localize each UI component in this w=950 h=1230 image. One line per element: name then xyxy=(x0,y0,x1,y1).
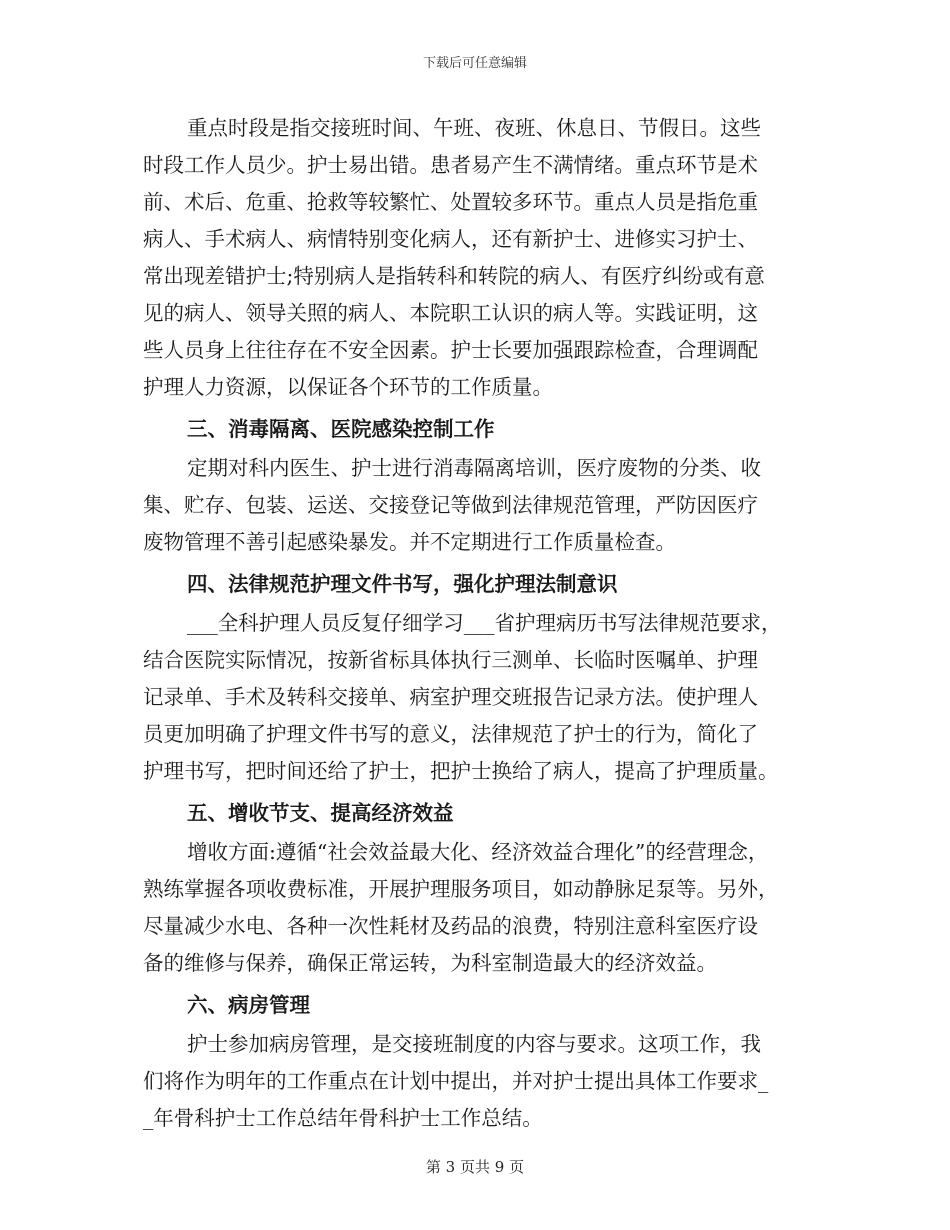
text-line: 前、术后、危重、抢救等较繁忙、处置较多环节。重点人员是指危重 xyxy=(143,190,758,214)
paragraph-documentation xyxy=(143,605,808,790)
page-footer: 第 3 页共 9 页 xyxy=(425,1158,525,1176)
text-line: 废物管理不善引起感染暴发。并不定期进行工作质量检查。 xyxy=(143,530,676,554)
text-line: 护士参加病房管理，是交接班制度的内容与要求。这项工作，我 xyxy=(187,1032,761,1056)
paragraph-disinfection xyxy=(143,450,808,561)
text-line: 见的病人、领导关照的病人、本院职工认识的病人等。实践证明，这 xyxy=(143,301,758,325)
text-line: _年骨科护士工作总结年骨科护士工作总结。 xyxy=(143,1106,543,1130)
text-line: 常出现差错护士;特别病人是指转科和转院的病人、有医疗纠纷或有意 xyxy=(143,264,765,288)
text-line: 备的维修与保养，确保正常运转，为科室制造最大的经济效益。 xyxy=(143,951,717,975)
text-line: 重点时段是指交接班时间、午班、夜班、休息日、节假日。这些 xyxy=(187,116,761,140)
section-heading-6: 六、病房管理 xyxy=(187,993,310,1017)
text-line: 结合医院实际情况，按新省标具体执行三测单、长临时医嘱单、护理 xyxy=(143,648,758,672)
text-line: 定期对科内医生、护士进行消毒隔离培训，医疗废物的分类、收 xyxy=(187,456,761,480)
text-line: 记录单、手术及转科交接单、病室护理交班报告记录方法。使护理人 xyxy=(143,685,758,709)
section-heading-4: 四、法律规范护理文件书写，强化护理法制意识 xyxy=(187,572,618,596)
section-heading-5: 五、增收节支、提高经济效益 xyxy=(187,801,454,825)
section-heading-3: 三、消毒隔离、医院感染控制工作 xyxy=(187,417,495,441)
text-line: 集、贮存、包装、运送、交接登记等做到法律规范管理，严防因医疗 xyxy=(143,493,758,517)
text-line: 熟练掌握各项收费标准，开展护理服务项目，如动静脉足泵等。另外， xyxy=(143,877,779,901)
text-line: 们将作为明年的工作重点在计划中提出，并对护士提出具体工作要求_ xyxy=(143,1069,769,1093)
text-line: 员更加明确了护理文件书写的意义，法律规范了护士的行为，简化了 xyxy=(143,722,758,746)
text-line: 尽量减少水电、各种一次性耗材及药品的浪费，特别注意科室医疗设 xyxy=(143,914,758,938)
paragraph-key-periods xyxy=(143,110,808,406)
text-line: 些人员身上往往存在不安全因素。护士长要加强跟踪检查，合理调配 xyxy=(143,338,758,362)
text-line: 护理人力资源，以保证各个环节的工作质量。 xyxy=(143,375,553,399)
paragraph-economics xyxy=(143,834,808,982)
text-line: 护理书写，把时间还给了护士，把护士换给了病人，提高了护理质量。 xyxy=(143,759,779,783)
text-line: 时段工作人员少。护士易出错。患者易产生不满情绪。重点环节是术 xyxy=(143,153,758,177)
paragraph-ward-management xyxy=(143,1026,808,1137)
text-line: 增收方面:遵循“社会效益最大化、经济效益合理化”的经营理念， xyxy=(187,840,769,864)
page-header: 下载后可任意编辑 xyxy=(422,56,527,71)
text-line: ___全科护理人员反复仔细学习___省护理病历书写法律规范要求， xyxy=(187,611,782,635)
document-body xyxy=(143,110,808,1141)
text-line: 病人、手术病人、病情特别变化病人，还有新护士、进修实习护士、 xyxy=(143,227,758,251)
